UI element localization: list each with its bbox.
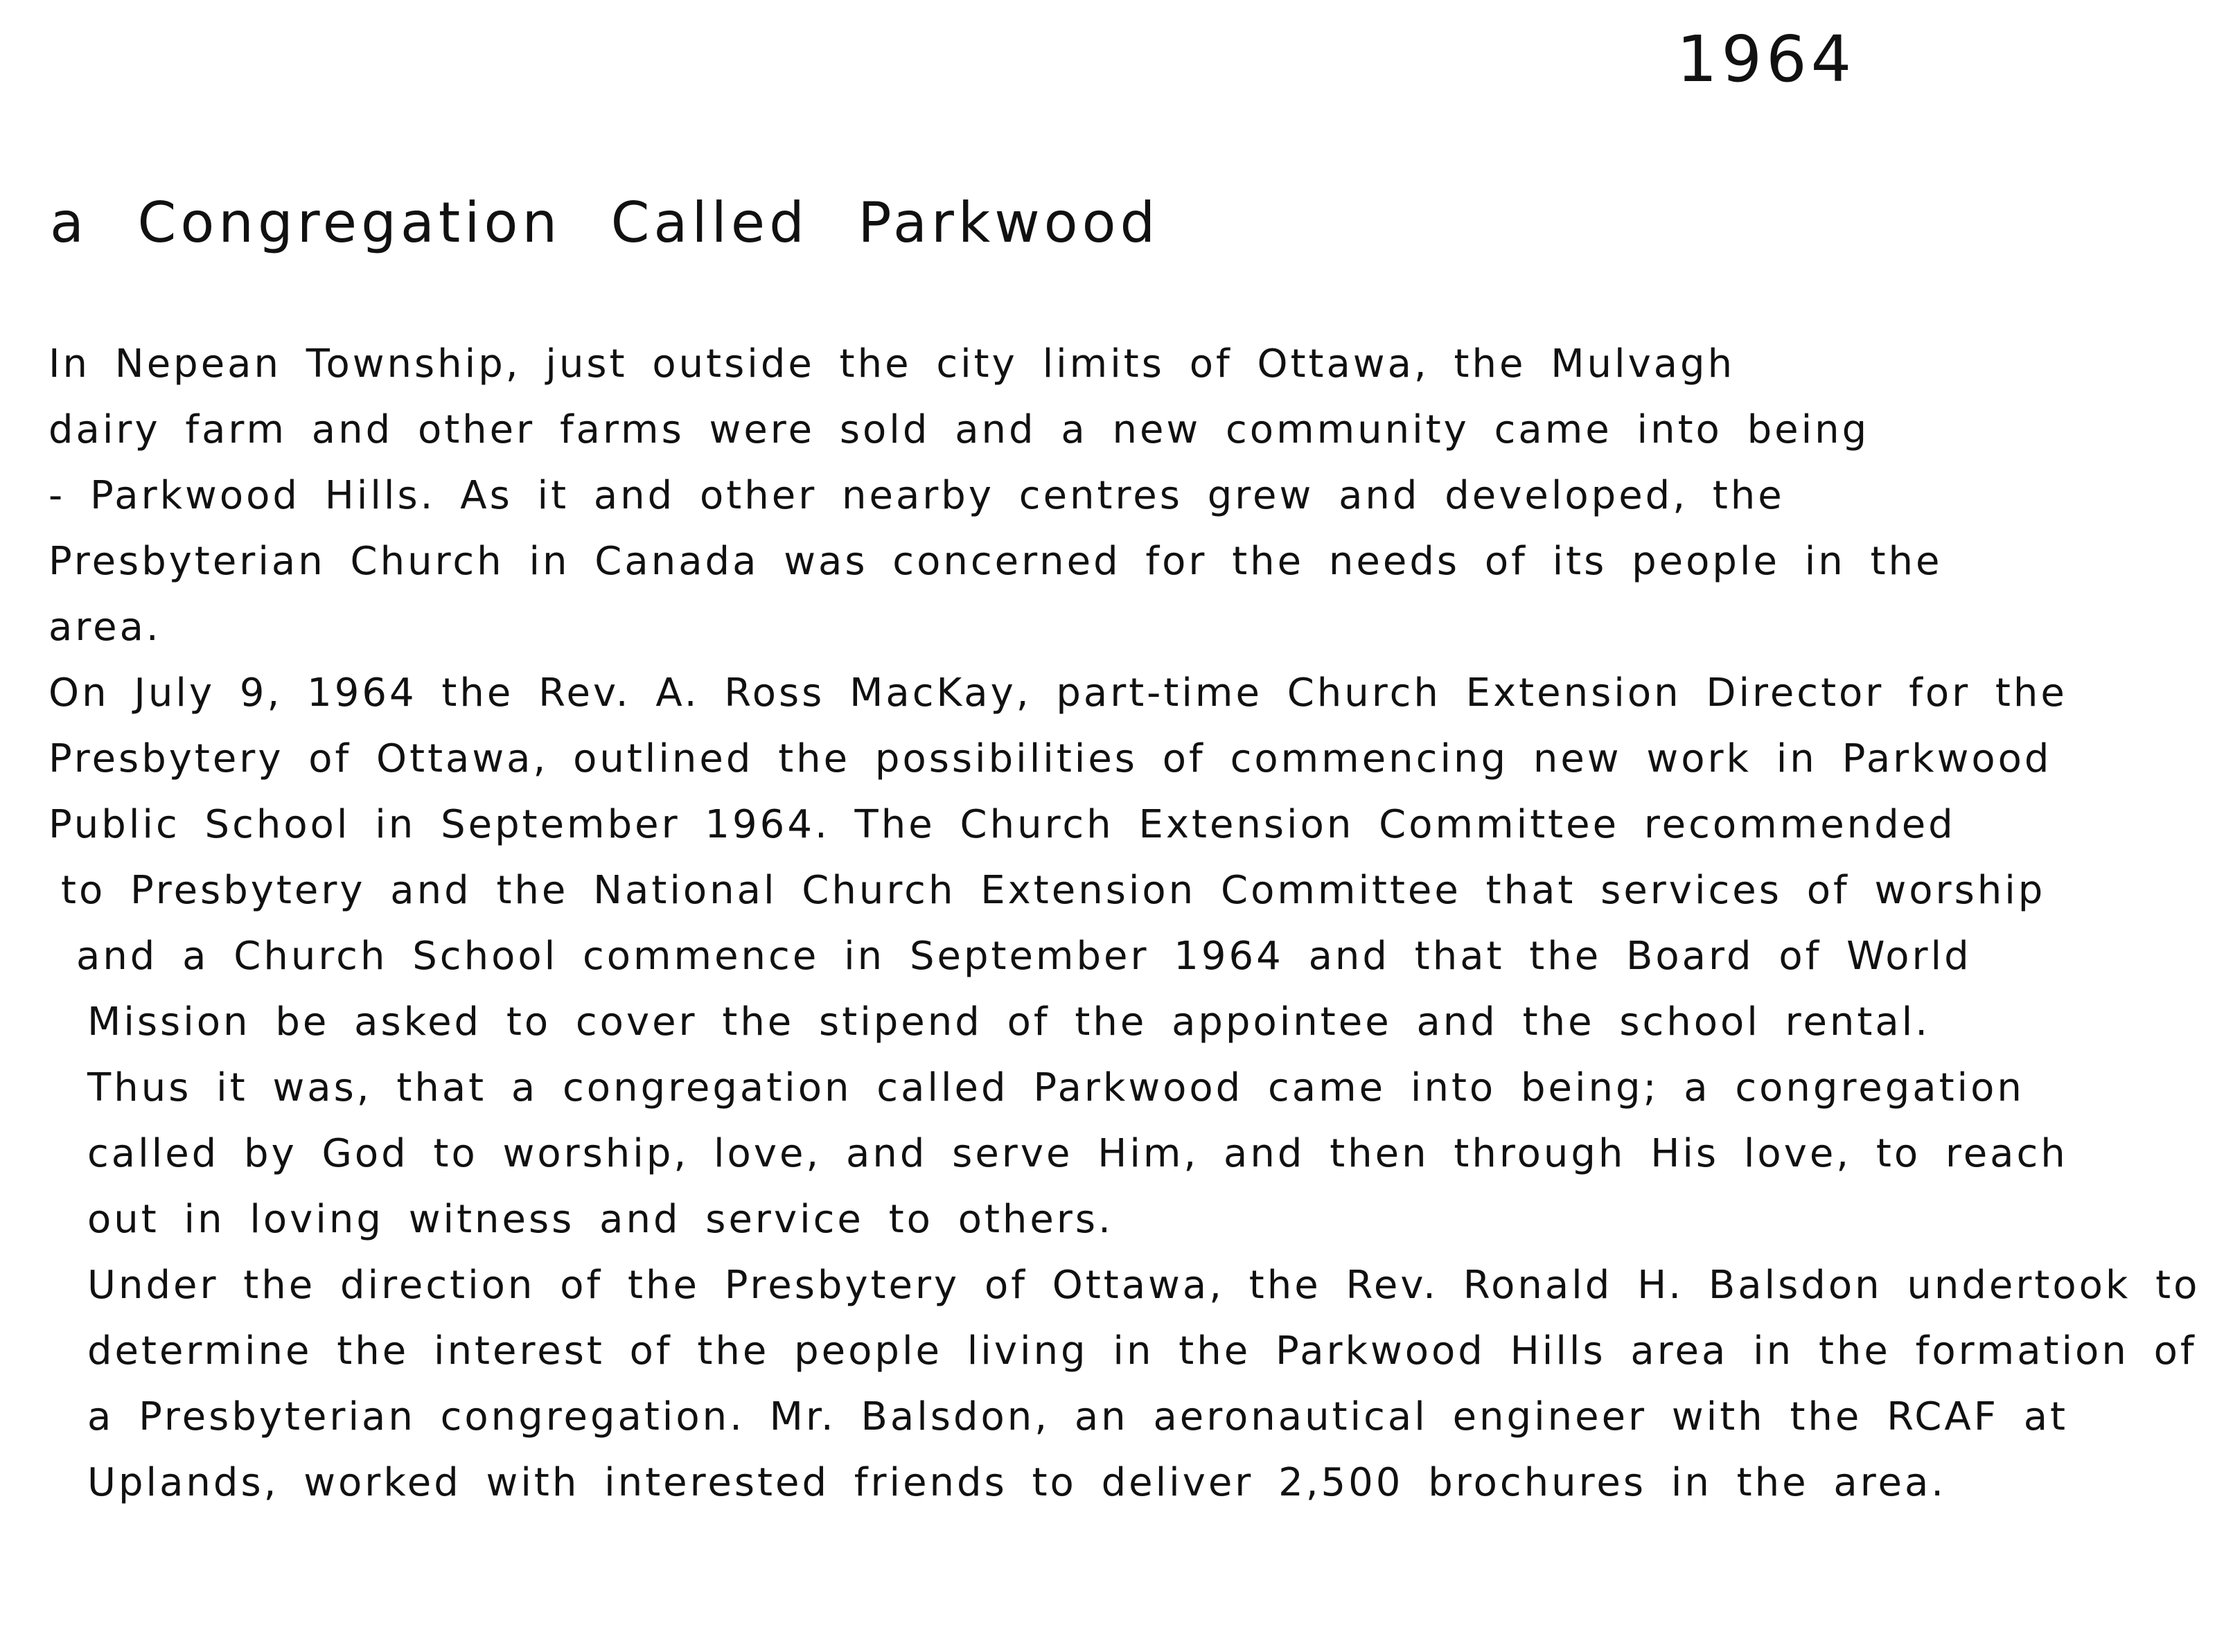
text-line: In Nepean Township, just outside the city limits of Ottawa, the Mulvagh [48, 341, 1736, 387]
text-line: On July 9, 1964 the Rev. A. Ross MacKay, part-time Church Extension Director for the [48, 670, 2067, 716]
text-line: Mission be asked to cover the stipend of the appointee and the school rental. [87, 1000, 1931, 1045]
text-line: Under the direction of the Presbytery of Ottawa, the Rev. Ronald H. Balsdon undertook to [87, 1263, 2200, 1308]
document-body [48, 331, 2200, 1516]
page-year: 1964 [1677, 22, 1856, 96]
text-line: Public School in September 1964. The Church Extension Committee recommended [48, 802, 1956, 847]
text-line: out in loving witness and service to others. [87, 1197, 1113, 1242]
text-line: determine the interest of the people living in the Parkwood Hills area in the formation of [87, 1329, 2197, 1374]
page-title: a Congregation Called Parkwood [50, 190, 1160, 255]
text-line: area. [48, 605, 161, 650]
text-line: Presbyterian Church in Canada was concerned for the needs of its people in the [48, 539, 1943, 584]
text-line: called by God to worship, love, and serve Him, and then through His love, to reach [87, 1131, 2068, 1176]
text-line: Uplands, worked with interested friends to deliver 2,500 brochures in the area. [87, 1460, 1947, 1505]
text-line: and a Church School commence in September 1964 and that the Board of World [76, 934, 1972, 979]
text-line: dairy farm and other farms were sold and a new community came into being [48, 407, 1870, 452]
text-line: a Presbyterian congregation. Mr. Balsdon, an aeronautical engineer with the RCAF at [87, 1394, 2068, 1439]
text-line: Thus it was, that a congregation called Parkwood came into being; a congregation [87, 1065, 2024, 1110]
text-line: Presbytery of Ottawa, outlined the possibilities of commencing new work in Parkwood [48, 736, 2052, 781]
text-line: to Presbytery and the National Church Extension Committee that services of worship [61, 868, 2046, 913]
text-line: - Parkwood Hills. As it and other nearby centres grew and developed, the [48, 473, 1785, 518]
